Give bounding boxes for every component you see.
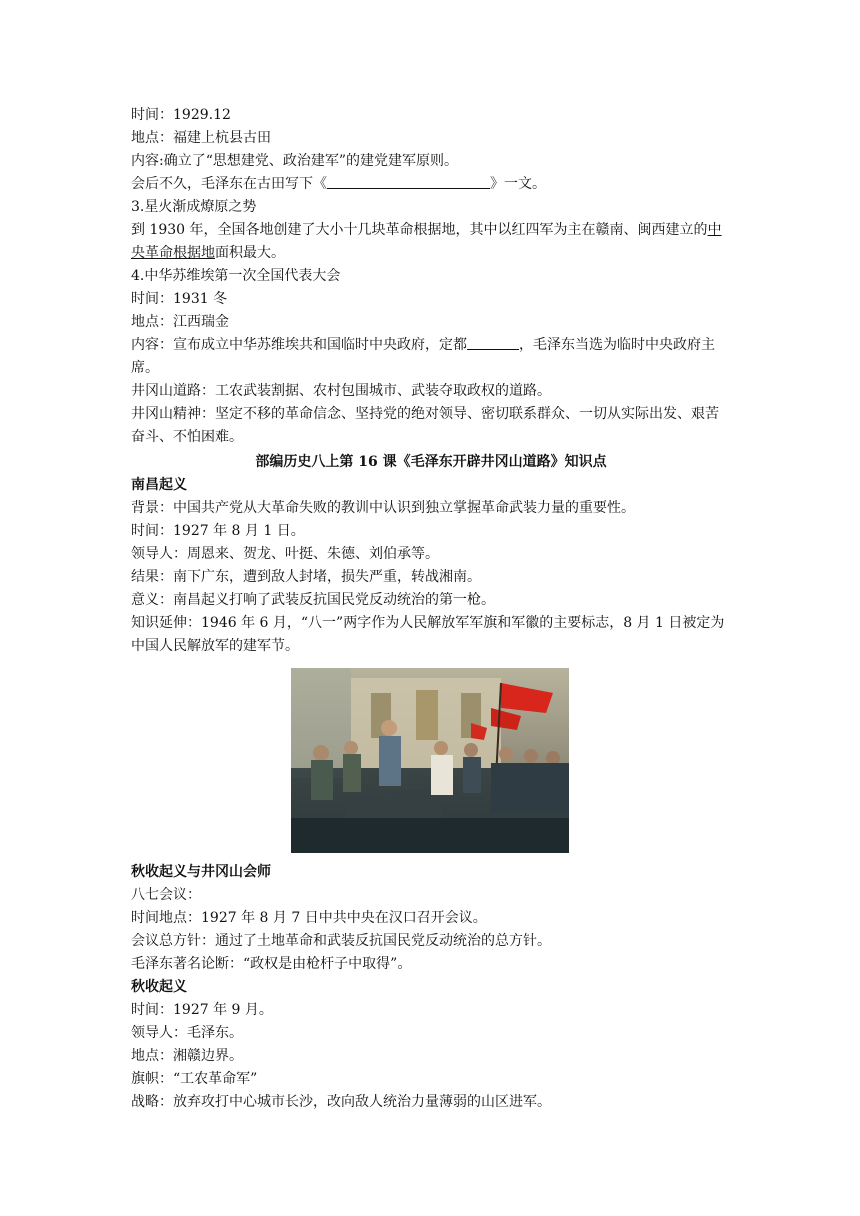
nanchang-uprising-painting: [291, 668, 569, 853]
jinggang-road: 井冈山道路：工农武装割据、农村包围城市、武装夺取政权的道路。: [131, 383, 551, 399]
baqi-time-place: 时间地点：1927 年 8 月 7 日中共中央在汉口召开会议。: [131, 910, 487, 926]
gutian-time: 时间：1929.12: [131, 107, 231, 123]
fill-blank: [327, 174, 490, 189]
painting-illustration: [291, 668, 569, 853]
spark-text-underlined: 中央革命根据地: [131, 222, 722, 261]
jinggang-spirit: 井冈山精神：坚定不移的革命信念、坚持党的绝对领导、密切联系群众、一切从实际出发、艰苦奋斗、不怕困难。: [131, 406, 719, 445]
congress-heading: 4.中华苏维埃第一次全国代表大会: [131, 268, 341, 284]
autumn-place: 地点：湘赣边界。: [131, 1048, 243, 1064]
baqi-meeting: 八七会议：: [131, 887, 201, 903]
gutian-article-pre: 会后不久，毛泽东在古田写下《: [131, 176, 327, 192]
autumn-strategy: 战略：放弃攻打中心城市长沙，改向敌人统治力量薄弱的山区进军。: [131, 1094, 551, 1110]
gutian-article: [131, 173, 731, 196]
nanchang-result: 结果：南下广东，遭到敌人封堵，损失严重，转战湘南。: [131, 569, 481, 585]
nanchang-time: 时间：1927 年 8 月 1 日。: [131, 523, 305, 539]
gutian-content: 内容:确立了“思想建党、政治建军”的建党建军原则。: [131, 153, 459, 169]
nanchang-background: 背景：中国共产党从大革命失败的教训中认识到独立掌握革命武装力量的重要性。: [131, 500, 635, 516]
spark-text-pre: 到 1930 年，全国各地创建了大小十几块革命根据地，其中以红四军为主在赣南、闽西建立的: [131, 222, 708, 238]
autumn-time: 时间：1927 年 9 月。: [131, 1002, 273, 1018]
baqi-policy: 会议总方针：通过了土地革命和武装反抗国民党反动统治的总方针。: [131, 933, 551, 949]
autumn-leader: 领导人：毛泽东。: [131, 1025, 243, 1041]
mao-thesis: 毛泽东著名论断：“政权是由枪杆子中取得”。: [131, 956, 412, 972]
spark-heading: 3.星火渐成燎原之势: [131, 199, 257, 215]
congress-content-post: ，毛泽东当选为临时中央政府主席。: [131, 337, 715, 376]
congress-time: 时间：1931 冬: [131, 291, 228, 307]
congress-place: 地点：江西瑞金: [131, 314, 229, 330]
congress-content: [131, 334, 731, 380]
nanchang-extension: 知识延伸：1946 年 6 月，“八一”两字作为人民解放军军旗和军徽的主要标志，8 月 1 日被定为中国人民解放军的建军节。: [131, 615, 725, 654]
lesson-title: 部编历史八上第 16 课《毛泽东开辟井冈山道路》知识点: [255, 454, 607, 470]
fill-blank: [467, 335, 519, 350]
nanchang-significance: 意义：南昌起义打响了武装反抗国民党反动统治的第一枪。: [131, 592, 495, 608]
nanchang-leaders: 领导人：周恩来、贺龙、叶挺、朱德、刘伯承等。: [131, 546, 439, 562]
spark-text-post: 面积最大。: [215, 245, 285, 261]
autumn-heading: 秋收起义: [131, 979, 187, 995]
gutian-place: 地点：福建上杭县古田: [131, 130, 271, 146]
congress-content-pre: 内容：宣布成立中华苏维埃共和国临时中央政府，定都: [131, 337, 467, 353]
document-page: [131, 104, 731, 1114]
nanchang-heading: 南昌起义: [131, 477, 187, 493]
spark-text: [131, 219, 731, 265]
autumn-meeting-heading: 秋收起义与井冈山会师: [131, 864, 271, 880]
autumn-flag: 旗帜：“工农革命军”: [131, 1071, 258, 1087]
gutian-article-post: 》一文。: [490, 176, 546, 192]
